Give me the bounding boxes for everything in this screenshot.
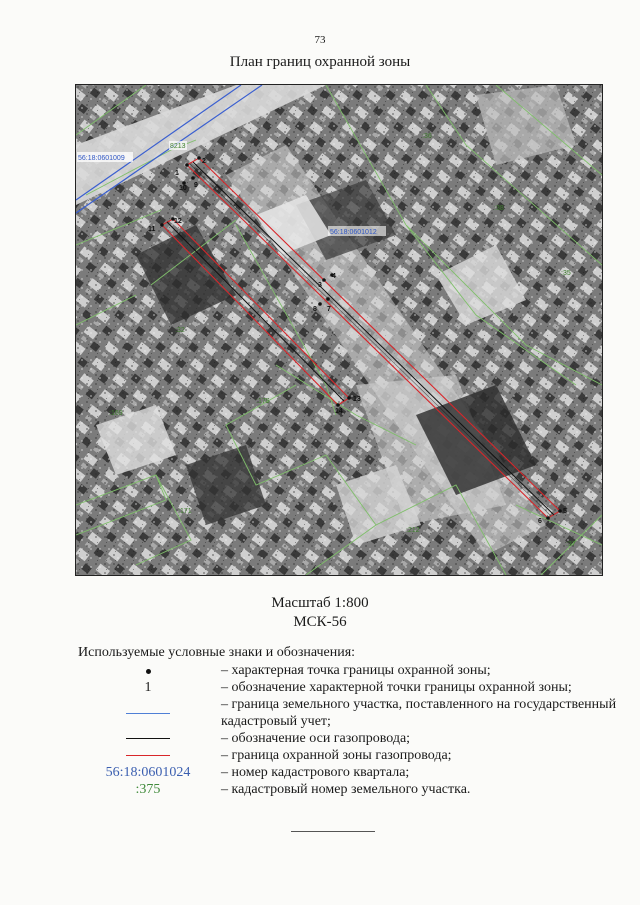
- map-canvas: [76, 85, 602, 575]
- legend-desc: – характерная точка границы охранной зоны;: [221, 663, 491, 678]
- legend-symbol-quarter-number: 56:18:0601024: [105, 765, 191, 780]
- point-label-2: 2: [202, 158, 206, 165]
- page-title: План границ охранной зоны: [229, 54, 411, 70]
- quarter-label: 56:18:0601009: [78, 155, 125, 162]
- blue-line-icon: [126, 713, 170, 714]
- protection-zone-map[interactable]: [75, 84, 603, 576]
- legend: [78, 662, 618, 798]
- point-label-6: 6: [538, 518, 542, 525]
- page-number: 73: [314, 34, 326, 46]
- parcel-label: :175: [256, 398, 270, 405]
- point-dot-icon: [146, 669, 151, 674]
- legend-desc: – граница земельного участка, поставленного на государственный кадастровый учет;: [221, 697, 617, 729]
- point-label-11: 11: [148, 226, 156, 233]
- legend-symbol-blue-line: [78, 705, 218, 722]
- legend-symbol-parcel-number: :375: [135, 782, 161, 797]
- parcel-label: :36: [422, 133, 432, 140]
- point-label-10: 10: [179, 185, 187, 192]
- legend-symbol-red-line: [78, 747, 218, 764]
- parcel-label: :32: [175, 327, 185, 334]
- parcel-label: :38: [494, 205, 504, 212]
- point-label-1: 1: [175, 170, 179, 177]
- map-scale: Масштаб 1:800: [271, 595, 369, 611]
- quarter-label: 56:18:0601012: [330, 229, 377, 236]
- legend-title: Используемые условные знаки и обозначения:: [78, 645, 356, 660]
- parcel-label: :212: [406, 527, 420, 534]
- parcel-label: :171: [178, 508, 192, 515]
- parcel-label: :37: [566, 541, 576, 548]
- legend-row: [78, 662, 618, 679]
- legend-row: [78, 730, 618, 747]
- footer-divider: [291, 831, 375, 832]
- point-label-14: 14: [335, 408, 343, 415]
- legend-row: [78, 764, 618, 781]
- legend-symbol-black-line: [78, 730, 218, 747]
- legend-row: [78, 696, 618, 730]
- red-line-icon: [126, 755, 170, 756]
- scale-block: [0, 594, 640, 632]
- legend-desc: – обозначение оси газопровода;: [221, 731, 411, 746]
- legend-desc: – обозначение характерной точки границы охранной зоны;: [221, 680, 572, 695]
- parcel-label: :35: [561, 270, 571, 277]
- legend-symbol-point-number: 1: [144, 680, 152, 695]
- legend-desc: – номер кадастрового квартала;: [221, 765, 410, 780]
- legend-desc: – граница охранной зоны газопровода;: [221, 748, 452, 763]
- point-label-5: 5: [563, 508, 567, 515]
- parcel-label: 8213: [170, 143, 186, 150]
- legend-row: [78, 747, 618, 764]
- black-line-icon: [126, 738, 170, 739]
- legend-desc: – кадастровый номер земельного участка.: [221, 782, 471, 797]
- legend-row: [78, 679, 618, 696]
- parcel-label: :169: [109, 410, 123, 417]
- point-label-8: 8: [313, 306, 317, 313]
- point-label-9: 9: [194, 182, 198, 189]
- point-label-7: 7: [327, 306, 331, 313]
- point-label-12: 12: [174, 218, 182, 225]
- coordinate-system: МСК-56: [293, 614, 347, 630]
- legend-symbol-point: [78, 662, 218, 679]
- point-label-3: 3: [318, 282, 322, 289]
- point-label-13: 13: [353, 396, 361, 403]
- point-label-4: 4: [332, 273, 336, 280]
- legend-row: [78, 781, 618, 798]
